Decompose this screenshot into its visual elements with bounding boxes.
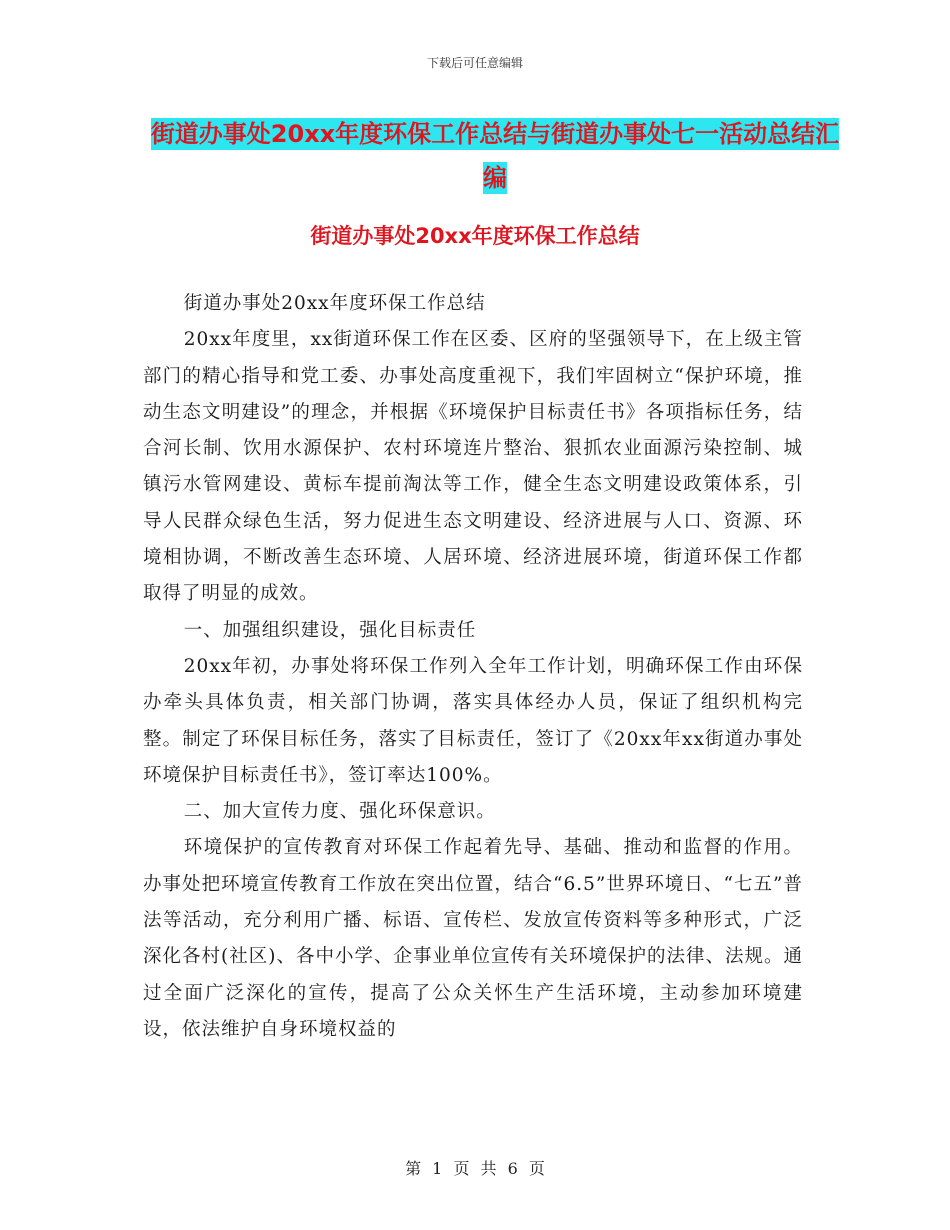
page-footer: 第 1 页 共 6 页 <box>405 1159 545 1178</box>
paragraph-heading: 一、加强组织建设，强化目标责任 <box>183 619 477 641</box>
paragraph: 环境保护的宣传教育对环保工作起着先导、基础、推动和监督的作用。办事处把环境宣传教育工作放在突出位置，结合“6.5”世界环境日、“七五”普法等活动，充分利用广播、标语、宣传栏、发放宣传资料等多种形式，广泛深化各村(社区)、各中小学、企事业单位宣传有关环境保护的法律、法规。通过全面广泛深化的宣传，提高了公众关怀生产生活环境，主动参加环境建设，依法维护自身环境权益的 <box>143 837 803 1040</box>
document-title-text: 街道办事处20xx年度环保工作总结与街道办事处七一活动总结汇编 <box>150 120 840 192</box>
paragraph: 20xx年度里，xx街道环保工作在区委、区府的坚强领导下，在上级主管部门的精心指导和党工委、办事处高度重视下，我们牢固树立“保护环境，推动生态文明建设”的理念，并根据《环境保护目标责任书》各项指标任务，结合河长制、饮用水源保护、农村环境连片整治、狠抓农业面源污染控制、城镇污水管网建设、黄标车提前淘汰等工作，健全生态文明建设政策体系，引导人民群众绿色生活，努力促进生态文明建设、经济进展与人口、资源、环境相协调，不断改善生态环境、人居环境、经济进展环境，街道环保工作都取得了明显的成效。 <box>143 329 803 605</box>
paragraph: 街道办事处20xx年度环保工作总结 <box>183 293 486 314</box>
document-body <box>143 286 803 1048</box>
section-title: 街道办事处20xx年度环保工作总结 <box>310 224 640 248</box>
paragraph: 20xx年初，办事处将环保工作列入全年工作计划，明确环保工作由环保办牵头具体负责，相关部门协调，落实具体经办人员，保证了组织机构完整。制定了环保目标任务，落实了目标责任，签订了《20xx年xx街道办事处环境保护目标责任书》，签订率达100%。 <box>143 655 803 786</box>
document-title <box>145 112 845 200</box>
paragraph-heading: 二、加大宣传力度、强化环保意识。 <box>183 801 496 823</box>
header-note: 下载后可任意编辑 <box>426 56 523 70</box>
